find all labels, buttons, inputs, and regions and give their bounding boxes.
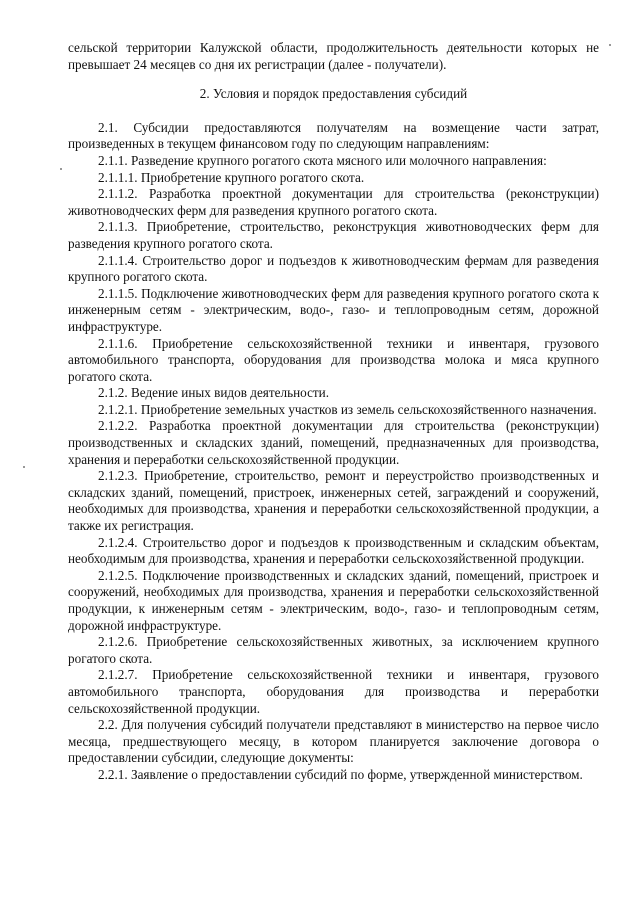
paragraph: 2.2. Для получения субсидий получатели представляют в министерство на первое число месяца, предшествующего месяцу, в котором планируется заключение договора о предоставлении субсидии, следующие документы:: [68, 717, 599, 766]
scan-speck: [609, 44, 611, 46]
paragraph: 2.1.2.5. Подключение производственных и складских зданий, помещений, пристроек и сооружений, необходимых для производства, хранения и переработки сельскохозяйственной продукции, к инженерным сетям - электрическим, водо-, газо- и теплопроводным сетям, дорожной инфраструктуре.: [68, 567, 599, 633]
scan-speck: [23, 466, 25, 468]
paragraph: 2.1.1.5. Подключение животноводческих ферм для разведения крупного рогатого скота к инженерным сетям - электрическим, водо-, газо- и теплопроводным сетям, дорожной инфраструктуре.: [68, 285, 599, 334]
paragraph: 2.1. Субсидии предоставляются получателям на возмещение части затрат, произведенных в текущем финансовом году по следующим направлениям:: [68, 119, 599, 152]
paragraph: 2.1.1.4. Строительство дорог и подъездов к животноводческим фермам для разведения крупного рогатого скота.: [68, 252, 599, 285]
paragraph: 2.1.1.2. Разработка проектной документации для строительства (реконструкции) животноводческих ферм для разведения крупного рогатого скота.: [68, 186, 599, 218]
scan-speck: [60, 168, 62, 170]
paragraph: 2.1.1.6. Приобретение сельскохозяйственной техники и инвентаря, грузового автомобильного транспорта, оборудования для производства молока и мяса крупного рогатого скота.: [68, 335, 599, 384]
paragraph: 2.1.1.1. Приобретение крупного рогатого скота.: [98, 169, 365, 185]
paragraph: 2.1.1. Разведение крупного рогатого скота мясного или молочного направления:: [98, 152, 547, 168]
paragraph: 2.1.2. Ведение иных видов деятельности.: [98, 385, 330, 401]
paragraph: 2.1.2.2. Разработка проектной документации для строительства (реконструкции) производственных и складских зданий, помещений, предназначенных для производства, хранения и переработки сельскохозяйственной продукции.: [68, 418, 599, 467]
paragraph: 2.1.1.3. Приобретение, строительство, реконструкция животноводческих ферм для разведения крупного рогатого скота.: [68, 219, 599, 251]
paragraph: 2.1.2.1. Приобретение земельных участков из земель сельскохозяйственного назначения.: [98, 401, 597, 417]
section-heading: 2. Условия и порядок предоставления субсидий: [199, 86, 468, 102]
paragraph: 2.1.2.3. Приобретение, строительство, ремонт и переустройство производственных и складских зданий, помещений, пристроек, инженерных сетей, заграждений и сооружений, необходимых для производства, хранения и переработки сельскохозяйственной продукции, а также их регистрация.: [68, 468, 599, 534]
intro-paragraph: сельской территории Калужской области, продолжительность деятельности которых не превышает 24 месяцев со дня их регистрации (далее - получатели).: [68, 40, 599, 72]
paragraph: 2.1.2.6. Приобретение сельскохозяйственных животных, за исключением крупного рогатого скота.: [68, 634, 599, 666]
paragraph: 2.1.2.4. Строительство дорог и подъездов к производственным и складским объектам, необходимым для производства, хранения и переработки сельскохозяйственной продукции.: [68, 534, 599, 567]
document-body: [68, 40, 599, 784]
paragraph: 2.1.2.7. Приобретение сельскохозяйственной техники и инвентаря, грузового автомобильного транспорта, оборудования для производства и переработки сельскохозяйственной продукции.: [68, 667, 599, 716]
paragraph: 2.2.1. Заявление о предоставлении субсидий по форме, утвержденной министерством.: [98, 766, 583, 782]
